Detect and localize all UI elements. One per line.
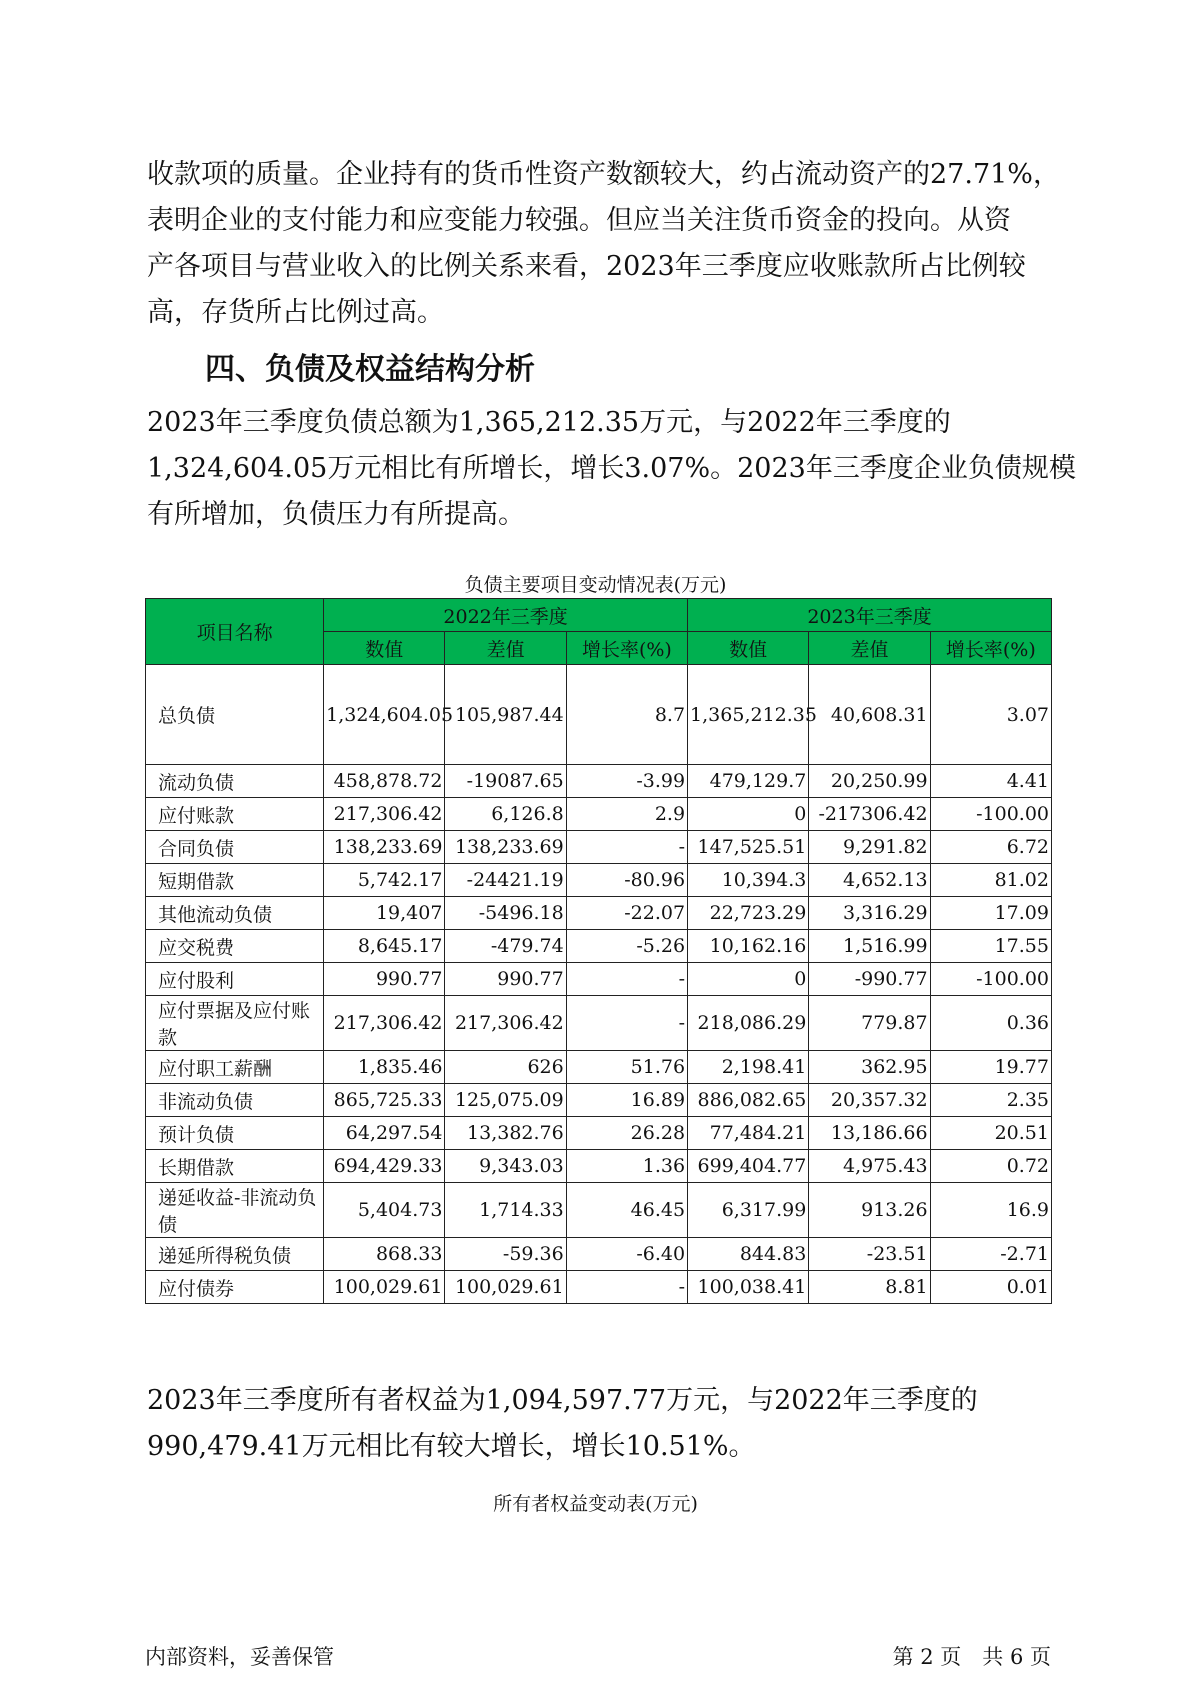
- row-label: 递延所得税负债: [146, 1238, 324, 1271]
- cell-value: 20,250.99: [809, 765, 930, 798]
- cell-value: -5.26: [566, 930, 687, 963]
- text-line: 990,479.41万元相比有较大增长，增长10.51%。: [147, 1431, 756, 1462]
- cell-value: 13,382.76: [445, 1117, 566, 1150]
- cell-value: 3,316.29: [809, 897, 930, 930]
- text-line: 2023年三季度所有者权益为1,094,597.77万元，与2022年三季度的: [147, 1385, 978, 1416]
- cell-value: 8.7: [566, 665, 687, 765]
- cell-value: 16.9: [930, 1183, 1051, 1238]
- paragraph-asset-quality: [147, 152, 1060, 336]
- footer-note: 内部资料，妥善保管: [145, 1645, 334, 1669]
- header-group-2023: 2023年三季度: [688, 599, 1052, 632]
- cell-value: 218,086.29: [688, 996, 809, 1051]
- row-label: 长期借款: [146, 1150, 324, 1183]
- paragraph-equity-summary: [147, 1378, 1047, 1470]
- cell-value: -990.77: [809, 963, 930, 996]
- cell-value: 1,324,604.05: [324, 665, 445, 765]
- table-row: [146, 665, 1052, 765]
- cell-value: 125,075.09: [445, 1084, 566, 1117]
- cell-value: -: [566, 1271, 687, 1304]
- cell-value: 0.01: [930, 1271, 1051, 1304]
- section-heading: 四、负债及权益结构分析: [205, 352, 535, 387]
- row-label: 应付债券: [146, 1271, 324, 1304]
- cell-value: -: [566, 963, 687, 996]
- cell-value: 138,233.69: [445, 831, 566, 864]
- row-label: 应付账款: [146, 798, 324, 831]
- row-label: 总负债: [146, 665, 324, 765]
- cell-value: 865,725.33: [324, 1084, 445, 1117]
- cell-value: 10,394.3: [688, 864, 809, 897]
- cell-value: 844.83: [688, 1238, 809, 1271]
- cell-value: 147,525.51: [688, 831, 809, 864]
- cell-value: 105,987.44: [445, 665, 566, 765]
- cell-value: 77,484.21: [688, 1117, 809, 1150]
- cell-value: -6.40: [566, 1238, 687, 1271]
- cell-value: -2.71: [930, 1238, 1051, 1271]
- cell-value: 2.9: [566, 798, 687, 831]
- cell-value: 0: [688, 798, 809, 831]
- table-row: [146, 831, 1052, 864]
- cell-value: -: [566, 996, 687, 1051]
- cell-value: 0.36: [930, 996, 1051, 1051]
- table-row: [146, 1117, 1052, 1150]
- row-label: 递延收益-非流动负债: [146, 1183, 324, 1238]
- row-label: 其他流动负债: [146, 897, 324, 930]
- cell-value: 699,404.77: [688, 1150, 809, 1183]
- cell-value: 779.87: [809, 996, 930, 1051]
- cell-value: 1,835.46: [324, 1051, 445, 1084]
- cell-value: 1,714.33: [445, 1183, 566, 1238]
- row-label: 短期借款: [146, 864, 324, 897]
- header-growth: 增长率(%): [566, 632, 687, 665]
- cell-value: -100.00: [930, 963, 1051, 996]
- cell-value: 9,291.82: [809, 831, 930, 864]
- cell-value: -217306.42: [809, 798, 930, 831]
- cell-value: 886,082.65: [688, 1084, 809, 1117]
- row-label: 应付股利: [146, 963, 324, 996]
- text-line: 产各项目与营业收入的比例关系来看，2023年三季度应收账款所占比例较: [147, 251, 1026, 282]
- cell-value: 0.72: [930, 1150, 1051, 1183]
- paragraph-liability-summary: [147, 400, 1076, 538]
- cell-value: 46.45: [566, 1183, 687, 1238]
- text-line: 2023年三季度负债总额为1,365,212.35万元，与2022年三季度的: [147, 407, 951, 438]
- header-growth: 增长率(%): [930, 632, 1051, 665]
- liability-table: [145, 598, 1052, 1304]
- cell-value: 6,126.8: [445, 798, 566, 831]
- cell-value: -80.96: [566, 864, 687, 897]
- cell-value: 868.33: [324, 1238, 445, 1271]
- cell-value: 4,975.43: [809, 1150, 930, 1183]
- cell-value: 16.89: [566, 1084, 687, 1117]
- cell-value: -3.99: [566, 765, 687, 798]
- table-row: [146, 1183, 1052, 1238]
- page-number: 第 2 页 共 6 页: [892, 1645, 1051, 1669]
- cell-value: 20,357.32: [809, 1084, 930, 1117]
- cell-value: 138,233.69: [324, 831, 445, 864]
- cell-value: 100,029.61: [445, 1271, 566, 1304]
- row-label: 应交税费: [146, 930, 324, 963]
- cell-value: -: [566, 831, 687, 864]
- cell-value: 1,516.99: [809, 930, 930, 963]
- table-row: [146, 1150, 1052, 1183]
- cell-value: 694,429.33: [324, 1150, 445, 1183]
- cell-value: 458,878.72: [324, 765, 445, 798]
- cell-value: -59.36: [445, 1238, 566, 1271]
- table-row: [146, 798, 1052, 831]
- cell-value: 626: [445, 1051, 566, 1084]
- row-label: 应付票据及应付账款: [146, 996, 324, 1051]
- text-line: 1,324,604.05万元相比有所增长，增长3.07%。2023年三季度企业负债规模: [147, 453, 1076, 484]
- cell-value: -19087.65: [445, 765, 566, 798]
- row-label: 流动负债: [146, 765, 324, 798]
- table-row: [146, 864, 1052, 897]
- cell-value: 1,365,212.35: [688, 665, 809, 765]
- cell-value: 3.07: [930, 665, 1051, 765]
- row-label: 预计负债: [146, 1117, 324, 1150]
- table-row: [146, 1051, 1052, 1084]
- cell-value: 8,645.17: [324, 930, 445, 963]
- table-row: [146, 930, 1052, 963]
- header-value: 数值: [688, 632, 809, 665]
- cell-value: 19,407: [324, 897, 445, 930]
- table-row: [146, 765, 1052, 798]
- cell-value: 17.09: [930, 897, 1051, 930]
- table-row: [146, 1238, 1052, 1271]
- table-row: [146, 996, 1052, 1051]
- cell-value: 990.77: [445, 963, 566, 996]
- cell-value: 5,404.73: [324, 1183, 445, 1238]
- table-caption: 负债主要项目变动情况表(万元): [464, 574, 727, 596]
- cell-value: 13,186.66: [809, 1117, 930, 1150]
- table-row: [146, 1084, 1052, 1117]
- text-line: 收款项的质量。企业持有的货币性资产数额较大，约占流动资产的27.71%，: [147, 159, 1060, 190]
- cell-value: 990.77: [324, 963, 445, 996]
- table-row: [146, 963, 1052, 996]
- cell-value: 8.81: [809, 1271, 930, 1304]
- text-line: 表明企业的支付能力和应变能力较强。但应当关注货币资金的投向。从资: [147, 205, 1011, 236]
- cell-value: 2,198.41: [688, 1051, 809, 1084]
- cell-value: -24421.19: [445, 864, 566, 897]
- header-group-2022: 2022年三季度: [324, 599, 688, 632]
- table-row: [146, 1271, 1052, 1304]
- header-item-name: 项目名称: [146, 599, 324, 665]
- cell-value: 64,297.54: [324, 1117, 445, 1150]
- cell-value: 217,306.42: [445, 996, 566, 1051]
- row-label: 应付职工薪酬: [146, 1051, 324, 1084]
- cell-value: 1.36: [566, 1150, 687, 1183]
- row-label: 非流动负债: [146, 1084, 324, 1117]
- cell-value: 2.35: [930, 1084, 1051, 1117]
- header-diff: 差值: [809, 632, 930, 665]
- cell-value: 100,038.41: [688, 1271, 809, 1304]
- cell-value: 6,317.99: [688, 1183, 809, 1238]
- cell-value: 5,742.17: [324, 864, 445, 897]
- row-label: 合同负债: [146, 831, 324, 864]
- cell-value: 4.41: [930, 765, 1051, 798]
- cell-value: 17.55: [930, 930, 1051, 963]
- cell-value: 100,029.61: [324, 1271, 445, 1304]
- cell-value: 10,162.16: [688, 930, 809, 963]
- header-diff: 差值: [445, 632, 566, 665]
- cell-value: -100.00: [930, 798, 1051, 831]
- text-line: 有所增加，负债压力有所提高。: [147, 499, 525, 530]
- cell-value: 40,608.31: [809, 665, 930, 765]
- table-row: [146, 897, 1052, 930]
- cell-value: -479.74: [445, 930, 566, 963]
- cell-value: 9,343.03: [445, 1150, 566, 1183]
- cell-value: -22.07: [566, 897, 687, 930]
- cell-value: 19.77: [930, 1051, 1051, 1084]
- cell-value: -5496.18: [445, 897, 566, 930]
- cell-value: 26.28: [566, 1117, 687, 1150]
- cell-value: 20.51: [930, 1117, 1051, 1150]
- cell-value: 913.26: [809, 1183, 930, 1238]
- cell-value: 22,723.29: [688, 897, 809, 930]
- cell-value: 81.02: [930, 864, 1051, 897]
- cell-value: 0: [688, 963, 809, 996]
- table-caption: 所有者权益变动表(万元): [493, 1493, 698, 1515]
- cell-value: 6.72: [930, 831, 1051, 864]
- cell-value: 479,129.7: [688, 765, 809, 798]
- text-line: 高，存货所占比例过高。: [147, 297, 444, 328]
- cell-value: 51.76: [566, 1051, 687, 1084]
- header-value: 数值: [324, 632, 445, 665]
- cell-value: 217,306.42: [324, 798, 445, 831]
- cell-value: -23.51: [809, 1238, 930, 1271]
- cell-value: 362.95: [809, 1051, 930, 1084]
- cell-value: 4,652.13: [809, 864, 930, 897]
- cell-value: 217,306.42: [324, 996, 445, 1051]
